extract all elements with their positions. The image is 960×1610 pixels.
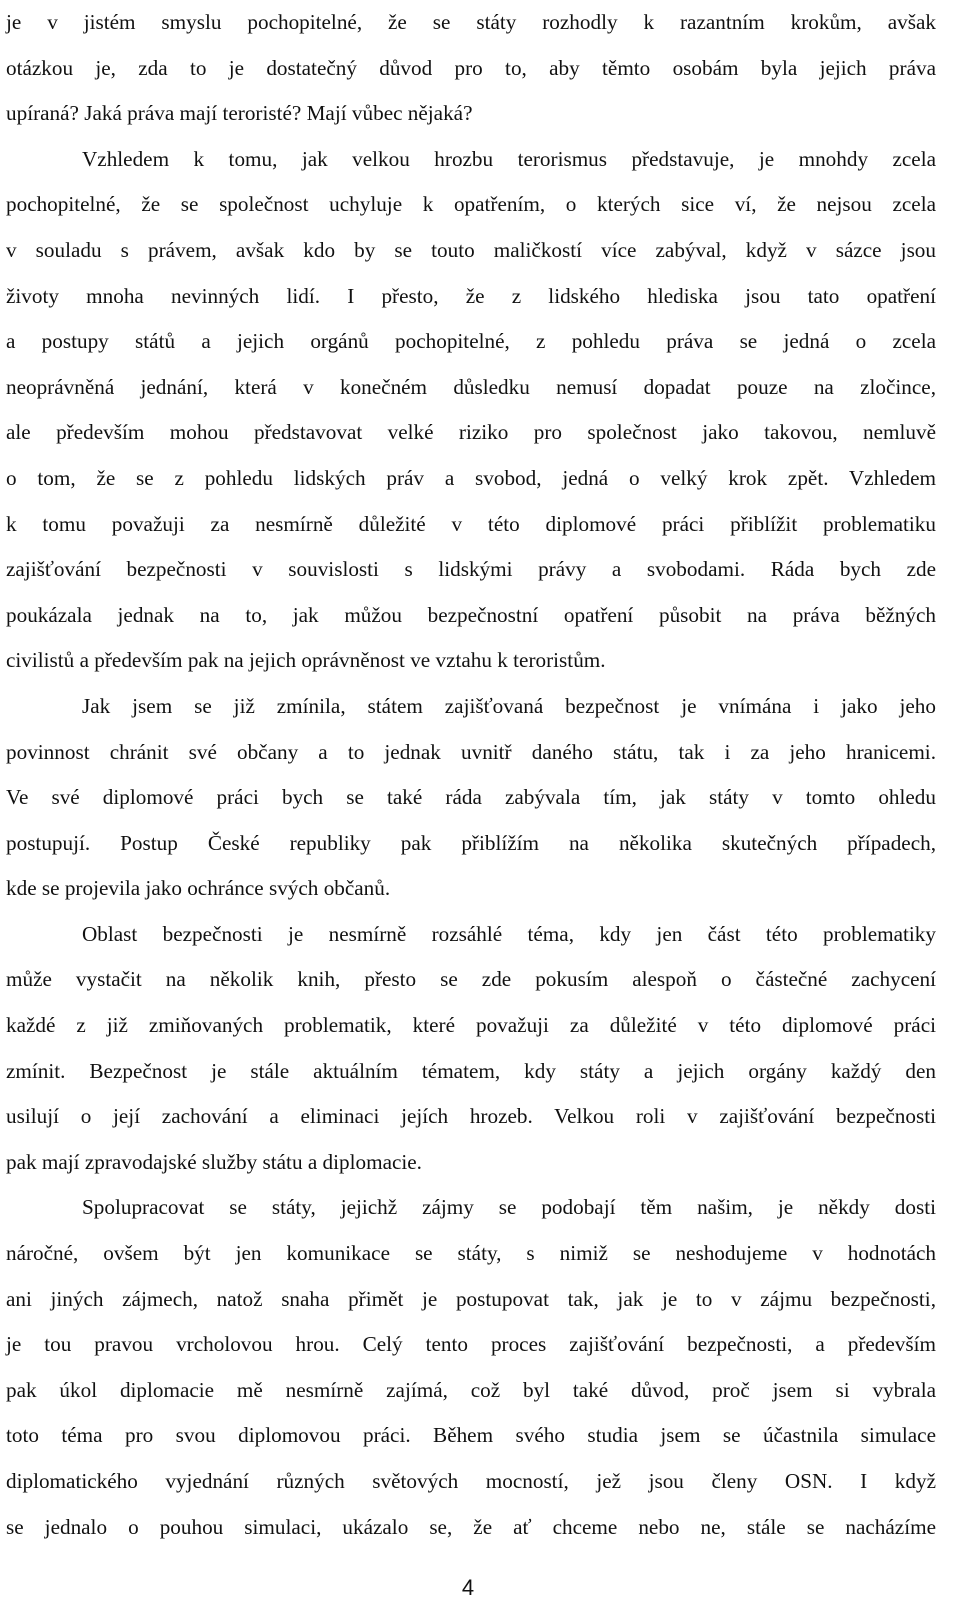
text-line: ani jiných zájmech, natož snaha přimět je postupovat tak, jak je to v zájmu bezpečnosti, bbox=[6, 1286, 936, 1311]
page-number: 4 bbox=[461, 1575, 475, 1600]
text-line: poukázala jednak na to, jak můžou bezpečnostní opatření působit na práva běžných bbox=[6, 602, 936, 627]
text-line: je v jistém smyslu pochopitelné, že se státy rozhodly k razantním krokům, avšak bbox=[6, 10, 936, 34]
paragraph bbox=[6, 684, 936, 912]
text-line: a postupy států a jejich orgánů pochopitelné, z pohledu práva se jedná o zcela bbox=[6, 329, 936, 354]
paragraph bbox=[6, 0, 936, 137]
text-line: toto téma pro svou diplomovou práci. Během svého studia jsem se účastnila simulace bbox=[6, 1423, 936, 1448]
text-line: může vystačit na několik knih, přesto se zde pokusím alespoň o částečné zachycení bbox=[6, 967, 936, 992]
text-line: povinnost chránit své občany a to jednak uvnitř daného státu, tak i za jeho hranicemi. bbox=[6, 739, 936, 764]
text-line: diplomatického vyjednání různých světových mocností, jež jsou členy OSN. I když bbox=[6, 1469, 936, 1493]
text-line: náročné, ovšem být jen komunikace se státy, s nimiž se neshodujeme v hodnotách bbox=[6, 1241, 936, 1266]
text-line: k tomu považuji za nesmírně důležité v této diplomové práci přiblížit problematiku bbox=[6, 511, 936, 536]
document-page bbox=[6, 0, 936, 1550]
text-line: civilistů a především pak na jejich oprávněnost ve vztahu k teroristům. bbox=[6, 648, 606, 673]
text-line: postupují. Postup České republiky pak přiblížím na několika skutečných případech, bbox=[6, 830, 936, 855]
text-line: Ve své diplomové práci bych se také ráda zabývala tím, jak státy v tomto ohledu bbox=[6, 785, 936, 810]
text-line: zajišťování bezpečnosti v souvislosti s lidskými právy a svobodami. Ráda bych zde bbox=[6, 557, 936, 582]
text-line: upíraná? Jaká práva mají teroristé? Mají vůbec nějaká? bbox=[6, 101, 473, 126]
text-line: Jak jsem se již zmínila, státem zajišťovaná bezpečnost je vnímána i jako jeho bbox=[82, 693, 936, 718]
text-line: ale především mohou představovat velké riziko pro společnost jako takovou, nemluvě bbox=[6, 420, 936, 445]
text-line: pak úkol diplomacie mě nesmírně zajímá, což byl také důvod, proč jsem si vybrala bbox=[6, 1377, 936, 1402]
text-line: se jednalo o pouhou simulaci, ukázalo se, že ať chceme nebo ne, stále se nacházíme bbox=[6, 1514, 936, 1539]
text-line: pak mají zpravodajské služby státu a diplomacie. bbox=[6, 1149, 422, 1174]
text-line: je tou pravou vrcholovou hrou. Celý tento proces zajišťování bezpečnosti, a především bbox=[6, 1332, 936, 1357]
text-line: zmínit. Bezpečnost je stále aktuálním tématem, kdy státy a jejich orgány každý den bbox=[6, 1058, 936, 1083]
paragraph bbox=[6, 137, 936, 684]
text-line: neoprávněná jednání, která v konečném důsledku nemusí dopadat pouze na zločince, bbox=[6, 374, 936, 399]
paragraph bbox=[6, 912, 936, 1186]
text-line: o tom, že se z pohledu lidských práv a svobod, jedná o velký krok zpět. Vzhledem bbox=[6, 465, 936, 490]
text-line: životy mnoha nevinných lidí. I přesto, že z lidského hlediska jsou tato opatření bbox=[6, 283, 936, 308]
text-line: Oblast bezpečnosti je nesmírně rozsáhlé téma, kdy jen část této problematiky bbox=[82, 921, 936, 946]
text-line: každé z již zmiňovaných problematik, které považuji za důležité v této diplomové práci bbox=[6, 1013, 936, 1038]
text-line: usilují o její zachování a eliminaci jejích hrozeb. Velkou roli v zajišťování bezpečnosti bbox=[6, 1104, 936, 1129]
text-line: v souladu s právem, avšak kdo by se touto maličkostí více zabýval, když v sázce jsou bbox=[6, 237, 936, 262]
text-line: pochopitelné, že se společnost uchyluje k opatřením, o kterých sice ví, že nejsou zcela bbox=[6, 192, 936, 217]
text-line: kde se projevila jako ochránce svých občanů. bbox=[6, 876, 391, 901]
paragraph bbox=[6, 1185, 936, 1550]
text-line: Vzhledem k tomu, jak velkou hrozbu terorismus představuje, je mnohdy zcela bbox=[82, 146, 936, 171]
text-line: otázkou je, zda to je dostatečný důvod pro to, aby těmto osobám byla jejich práva bbox=[6, 55, 936, 80]
text-line: Spolupracovat se státy, jejichž zájmy se podobají těm našim, je někdy dosti bbox=[82, 1195, 936, 1220]
